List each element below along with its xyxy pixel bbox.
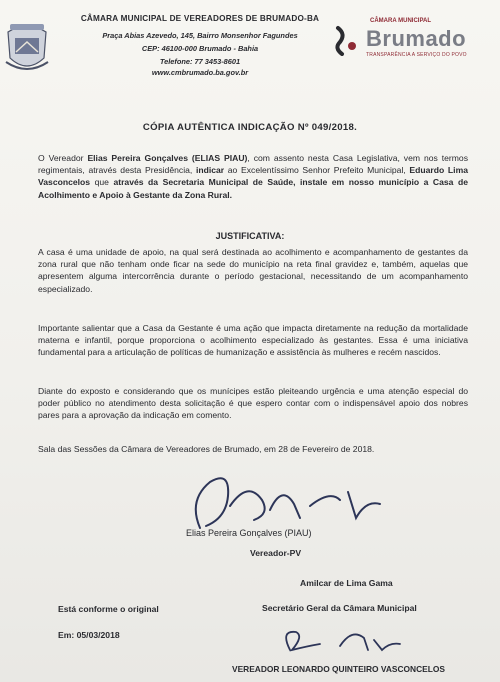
justification-paragraph-1: A casa é uma unidade de apoio, na qual será destinada ao acolhimento e acompanhamento de gestantes da zona rural que não tenham onde ficar na sede do município na reta final gravidez e, também, aquelas que apresentem alguma intercorrência durante o período gestacional, necessitando de um acompanhamento especializado. bbox=[38, 247, 468, 294]
intro-mayor-name: Eduardo Lima Vasconcelos bbox=[38, 165, 468, 188]
coat-of-arms-seal bbox=[2, 18, 52, 76]
secretary-role: Secretário Geral da Câmara Municipal bbox=[262, 603, 417, 613]
secretary-name: Amilcar de Lima Gama bbox=[300, 578, 393, 588]
brumado-logo bbox=[330, 18, 490, 78]
header-cep: CEP: 46100-000 Brumado - Bahia bbox=[141, 44, 259, 53]
logo-tagline: TRANSPARÊNCIA A SERVIÇO DO POVO bbox=[366, 52, 467, 58]
header-address: Praça Abias Azevedo, 145, Bairro Monsenhor Fagundes bbox=[102, 31, 298, 40]
intro-text-1: O Vereador bbox=[38, 153, 88, 163]
logo-small-text: CÂMARA MUNICIPAL bbox=[370, 18, 431, 24]
header-site: www.cmbrumado.ba.gov.br bbox=[151, 68, 249, 77]
document-title: CÓPIA AUTÊNTICA INDICAÇÃO Nº 049/2018. bbox=[142, 122, 358, 133]
secretary-signature bbox=[270, 620, 420, 658]
signatory-role: Vereador-PV bbox=[250, 548, 302, 558]
intro-request: através da Secretaria Municipal de Saúde, instale em nosso município a Casa de Acolhimento e Apoio à Gestante da Zona Rural. bbox=[38, 177, 468, 200]
header-phone: Telefone: 77 3453-8601 bbox=[159, 57, 241, 66]
intro-councilor-name: Elias Pereira Gonçalves (ELIAS PIAU) bbox=[87, 153, 248, 163]
intro-paragraph bbox=[38, 152, 468, 201]
justification-paragraph-3: Diante do exposto e considerando que os munícipes estão pleiteando urgência e uma atenção especial do poder público no atendimento desta solicitação é que espero contar com o indispensável apoio dos nobres pares para a aprovação da indicação em comento. bbox=[38, 386, 468, 421]
header-title: CÂMARA MUNICIPAL DE VEREADORES DE BRUMADO-BA bbox=[80, 14, 320, 23]
justificativa-heading: JUSTIFICATIVA: bbox=[215, 231, 285, 241]
session-date-line: Sala das Sessões da Câmara de Vereadores de Brumado, em 28 de Fevereiro de 2018. bbox=[38, 444, 375, 454]
signatory-name: Elias Pereira Gonçalves (PIAU) bbox=[186, 528, 312, 538]
logo-name: Brumado bbox=[366, 26, 467, 51]
conforme-original: Está conforme o original bbox=[58, 604, 159, 614]
certification-date: Em: 05/03/2018 bbox=[58, 630, 120, 640]
intro-text-4: que bbox=[90, 177, 114, 188]
intro-indicar: indicar bbox=[195, 165, 225, 176]
president-name: VEREADOR LEONARDO QUINTEIRO VASCONCELOS bbox=[232, 664, 445, 674]
intro-text-2: , com assento nesta Casa Legislativa, vem nos termos regimentais, através desta Presidência, bbox=[38, 153, 469, 176]
brumado-logo-icon bbox=[330, 24, 362, 56]
justification-paragraph-2: Importante salientar que a Casa da Gestante é uma ação que impacta diretamente na redução da mortalidade materna e infantil, porque proporciona o acolhimento especializado às gestantes. Essa é uma iniciativa fundamental para a articulação de políticas de humanização e assistência às mulheres e recém nascidos. bbox=[38, 323, 468, 358]
intro-text-3: ao Excelentíssimo Senhor Prefeito Municipal, bbox=[224, 165, 410, 176]
